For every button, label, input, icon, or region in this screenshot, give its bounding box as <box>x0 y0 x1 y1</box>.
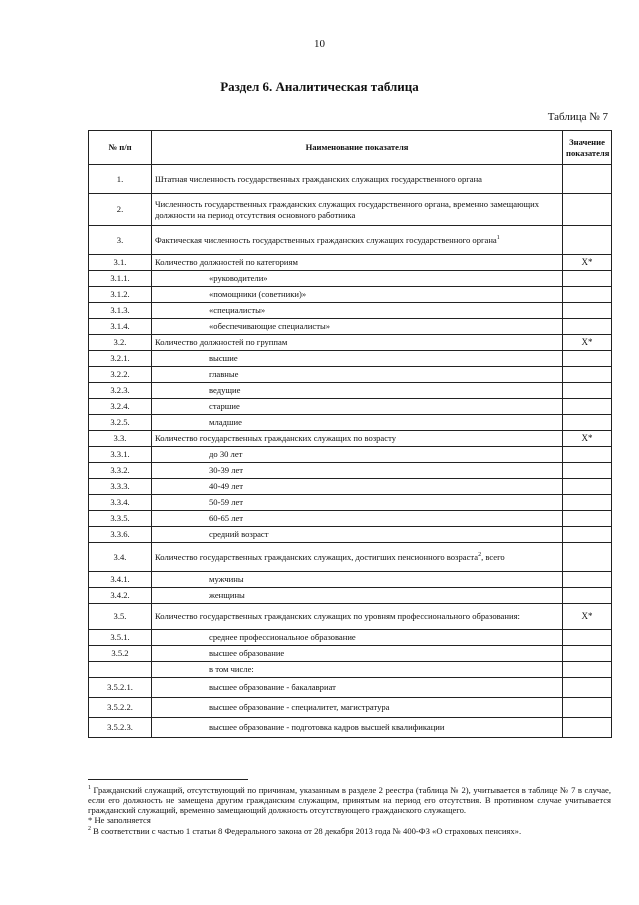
row-value <box>563 698 612 718</box>
row-number: 3.1.2. <box>89 287 152 303</box>
row-value <box>563 319 612 335</box>
row-name-text: среднее профессиональное образование <box>209 632 356 643</box>
table-row <box>89 527 612 543</box>
row-number: 3.5.2.2. <box>89 698 152 718</box>
row-name <box>152 662 563 678</box>
row-name <box>152 630 563 646</box>
row-value <box>563 287 612 303</box>
row-name-text: мужчины <box>209 574 244 585</box>
row-value <box>563 165 612 194</box>
row-name-text: «руководители» <box>209 273 268 284</box>
table-row <box>89 271 612 287</box>
row-name <box>152 495 563 511</box>
row-number: 3.2.2. <box>89 367 152 383</box>
row-name <box>152 415 563 431</box>
table-row <box>89 367 612 383</box>
analytic-table <box>88 130 612 738</box>
row-number: 3.3.3. <box>89 479 152 495</box>
table-row <box>89 447 612 463</box>
row-name-text: 60-65 лет <box>209 513 244 524</box>
row-number: 3.2. <box>89 335 152 351</box>
row-number <box>89 662 152 678</box>
row-value: Х* <box>563 431 612 447</box>
row-value <box>563 383 612 399</box>
row-name <box>152 271 563 287</box>
row-name-text: средний возраст <box>209 529 269 540</box>
row-name <box>152 303 563 319</box>
row-value <box>563 271 612 287</box>
footnotes <box>88 785 611 836</box>
row-name <box>152 255 563 271</box>
table-row <box>89 479 612 495</box>
row-name-text: 50-59 лет <box>209 497 244 508</box>
row-value <box>563 479 612 495</box>
row-name <box>152 431 563 447</box>
row-number: 3.4.2. <box>89 588 152 604</box>
table-row <box>89 646 612 662</box>
row-value <box>563 630 612 646</box>
header-value: Значение показателя <box>563 131 612 165</box>
row-number: 3.5.2.1. <box>89 678 152 698</box>
row-value <box>563 718 612 738</box>
table-row <box>89 662 612 678</box>
row-number: 3.1.4. <box>89 319 152 335</box>
row-value <box>563 463 612 479</box>
header-number: № п/п <box>89 131 152 165</box>
row-number: 3.2.4. <box>89 399 152 415</box>
row-value <box>563 415 612 431</box>
table-row <box>89 335 612 351</box>
section-title: Раздел 6. Аналитическая таблица <box>220 79 419 94</box>
footnote-ref: 2 <box>478 551 482 558</box>
row-name-text: высшие <box>209 353 238 364</box>
row-number: 3.4. <box>89 543 152 572</box>
row-number: 3.3.4. <box>89 495 152 511</box>
row-value <box>563 646 612 662</box>
table-caption: Таблица № 7 <box>547 111 608 123</box>
row-name <box>152 543 563 572</box>
table-body <box>89 165 612 738</box>
row-name <box>152 527 563 543</box>
row-name <box>152 604 563 630</box>
row-number: 3.2.3. <box>89 383 152 399</box>
table-row <box>89 319 612 335</box>
table-row <box>89 463 612 479</box>
footnote <box>88 826 611 836</box>
table-header-row <box>89 131 612 165</box>
row-name <box>152 335 563 351</box>
footnote-mark: 1 <box>88 785 91 792</box>
row-name-text: Численность государственных гражданских служащих государственного органа, временно замещающих должности на период отсутствия основного работника <box>155 198 540 220</box>
row-value <box>563 678 612 698</box>
row-number: 3.3.2. <box>89 463 152 479</box>
row-value <box>563 495 612 511</box>
row-name-text: Количество государственных гражданских служащих по возрасту <box>155 433 397 444</box>
row-name-text: Количество государственных гражданских служащих, достигших пенсионного возраста <box>155 551 479 562</box>
table-row <box>89 399 612 415</box>
header-name: Наименование показателя <box>152 131 563 165</box>
row-name <box>152 226 563 255</box>
table-row <box>89 511 612 527</box>
row-name <box>152 463 563 479</box>
row-value <box>563 572 612 588</box>
row-value: Х* <box>563 604 612 630</box>
table-row <box>89 303 612 319</box>
row-name <box>152 287 563 303</box>
row-value <box>563 447 612 463</box>
row-name <box>152 588 563 604</box>
row-value <box>563 511 612 527</box>
table-row <box>89 543 612 572</box>
row-number: 3. <box>89 226 152 255</box>
row-name-text: Штатная численность государственных гражданских служащих государственного органа <box>155 173 482 184</box>
table-row <box>89 588 612 604</box>
row-name-text: высшее образование - специалитет, магистратура <box>209 702 390 713</box>
table-row <box>89 255 612 271</box>
row-name-text: ведущие <box>209 385 241 396</box>
row-name <box>152 447 563 463</box>
row-value <box>563 367 612 383</box>
row-name <box>152 165 563 194</box>
row-name-text: Количество должностей по категориям <box>155 257 298 268</box>
table-row <box>89 165 612 194</box>
row-value: Х* <box>563 335 612 351</box>
footnote-divider <box>88 779 248 780</box>
row-number: 3.2.1. <box>89 351 152 367</box>
row-number: 3.3. <box>89 431 152 447</box>
row-number: 3.1. <box>89 255 152 271</box>
row-value <box>563 399 612 415</box>
row-name-text: высшее образование - бакалавриат <box>209 682 336 693</box>
row-name-text: «обеспечивающие специалисты» <box>209 321 331 332</box>
footnote <box>88 785 611 815</box>
footnote-text: * Не заполняется <box>88 815 151 826</box>
row-value <box>563 588 612 604</box>
row-name-text: Количество должностей по группам <box>155 337 288 348</box>
row-number: 3.1.1. <box>89 271 152 287</box>
row-name <box>152 383 563 399</box>
row-name <box>152 479 563 495</box>
row-name-text: 40-49 лет <box>209 481 244 492</box>
footnote-ref: 1 <box>496 234 500 241</box>
row-number: 1. <box>89 165 152 194</box>
row-value <box>563 543 612 572</box>
row-name <box>152 646 563 662</box>
table-row <box>89 351 612 367</box>
row-name <box>152 194 563 226</box>
row-name-text: высшее образование <box>209 648 285 659</box>
table-row <box>89 572 612 588</box>
row-value: Х* <box>563 255 612 271</box>
row-name <box>152 319 563 335</box>
row-name-text: высшее образование - подготовка кадров высшей квалификации <box>209 722 445 733</box>
row-value <box>563 351 612 367</box>
footnote-mark: 2 <box>88 825 91 832</box>
row-name-text: младшие <box>209 417 242 428</box>
row-name-text: Количество государственных гражданских служащих по уровням профессионального образования: <box>155 611 520 622</box>
row-value <box>563 527 612 543</box>
row-value <box>563 194 612 226</box>
row-value <box>563 662 612 678</box>
row-number: 3.5. <box>89 604 152 630</box>
row-name-text: до 30 лет <box>209 449 243 460</box>
page-number: 10 <box>314 38 325 50</box>
table-row <box>89 604 612 630</box>
table-row <box>89 431 612 447</box>
row-number: 3.3.1. <box>89 447 152 463</box>
row-name <box>152 351 563 367</box>
row-number: 3.5.1. <box>89 630 152 646</box>
row-value <box>563 303 612 319</box>
row-name-text: женщины <box>209 590 245 601</box>
row-number: 2. <box>89 194 152 226</box>
table-row <box>89 678 612 698</box>
table-row <box>89 495 612 511</box>
table-row <box>89 718 612 738</box>
table-row <box>89 415 612 431</box>
table-row <box>89 287 612 303</box>
row-name-text: «специалисты» <box>209 305 266 316</box>
row-name <box>152 572 563 588</box>
row-name-text: в том числе: <box>209 664 254 675</box>
row-number: 3.5.2 <box>89 646 152 662</box>
table-row <box>89 383 612 399</box>
row-number: 3.5.2.3. <box>89 718 152 738</box>
row-name-text: главные <box>209 369 239 380</box>
row-name <box>152 698 563 718</box>
table-row <box>89 698 612 718</box>
footnote <box>88 815 611 825</box>
row-name-text: «помощники (советники)» <box>209 289 307 300</box>
row-name <box>152 399 563 415</box>
row-number: 3.4.1. <box>89 572 152 588</box>
row-name-tail: , всего <box>481 551 505 562</box>
row-number: 3.1.3. <box>89 303 152 319</box>
row-name-text: старшие <box>209 401 240 412</box>
row-name-text: 30-39 лет <box>209 465 244 476</box>
row-number: 3.2.5. <box>89 415 152 431</box>
table-row <box>89 226 612 255</box>
row-name <box>152 511 563 527</box>
footnote-text: В соответствии с частью 1 статьи 8 Федерального закона от 28 декабря 2013 года № 400-ФЗ «О страховых пенсиях». <box>91 825 522 836</box>
row-number: 3.3.6. <box>89 527 152 543</box>
table-row <box>89 194 612 226</box>
row-name <box>152 718 563 738</box>
row-name <box>152 367 563 383</box>
table-row <box>89 630 612 646</box>
row-name-text: Фактическая численность государственных гражданских служащих государственного органа <box>155 234 497 245</box>
row-value <box>563 226 612 255</box>
row-number: 3.3.5. <box>89 511 152 527</box>
row-name <box>152 678 563 698</box>
footnote-text: Гражданский служащий, отсутствующий по причинам, указанным в разделе 2 реестра (таблица № 2), учитывается в таблице № 7 в случае, если его должность не замещена другим гражданским служащим, принятым на период его отсутствия. В противном случае учитывается гражданский служащий, временно замещающий должность отсутствующего гражданского служащего. <box>88 785 611 816</box>
